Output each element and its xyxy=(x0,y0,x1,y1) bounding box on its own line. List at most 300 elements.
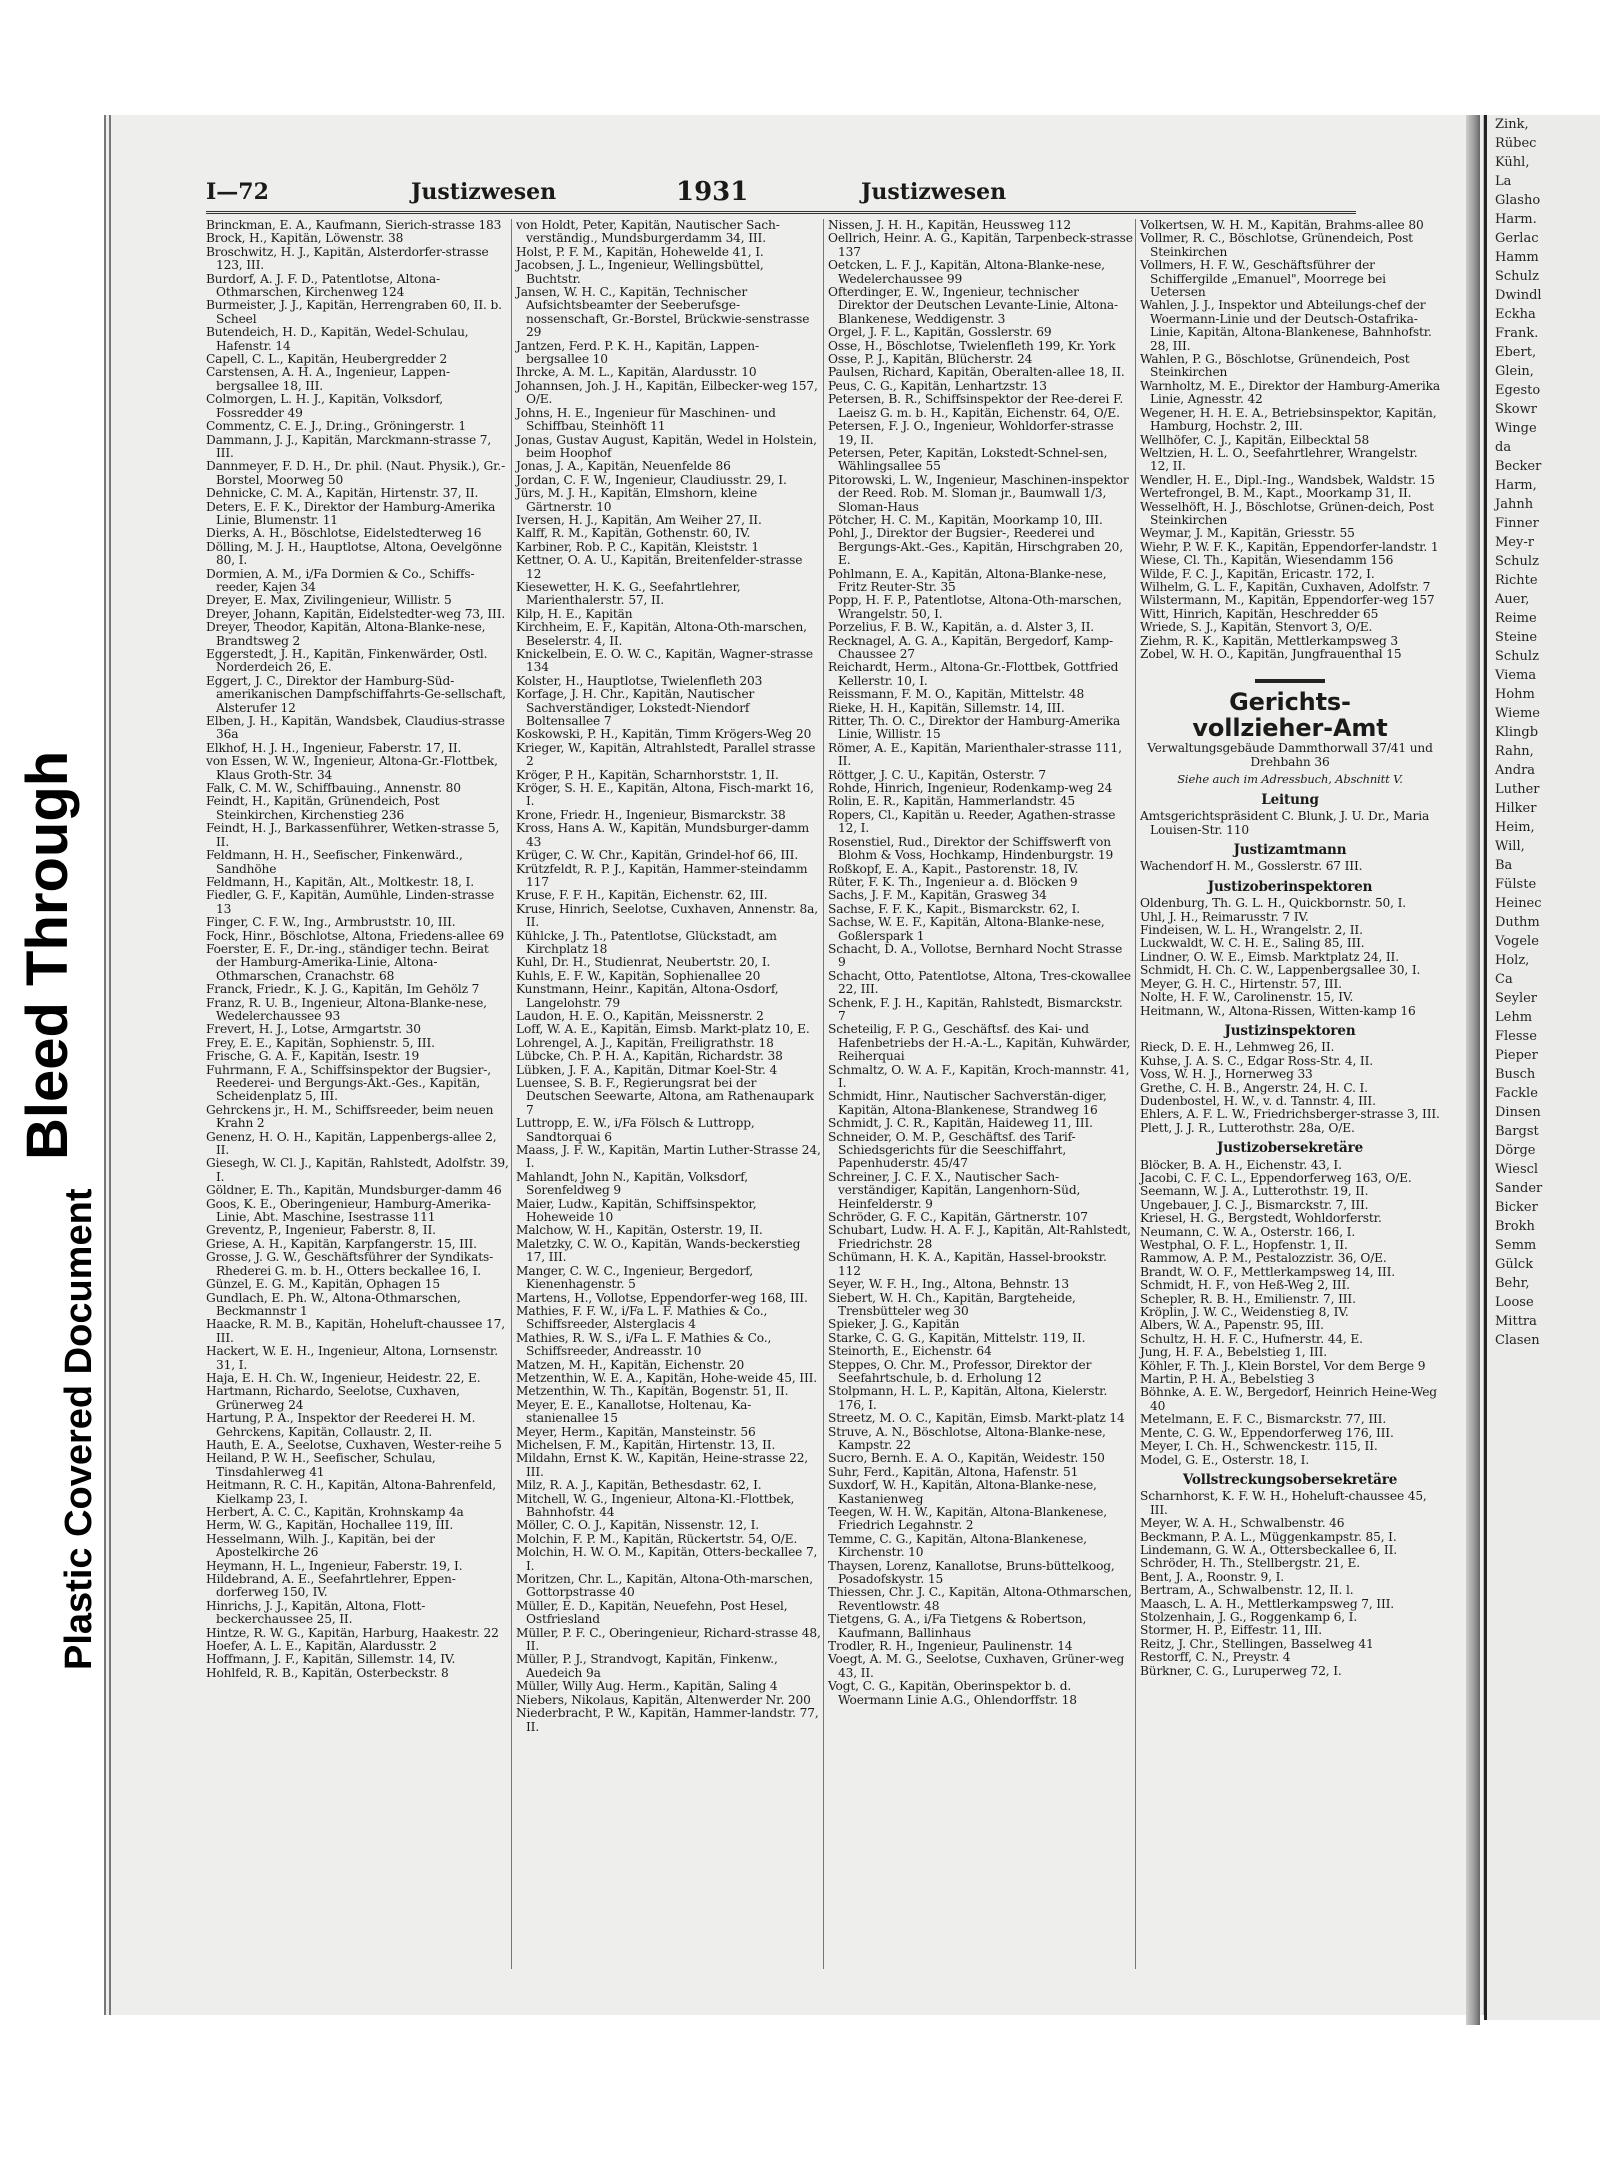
column-1 xyxy=(206,219,511,1969)
directory-entry: Petersen, B. R., Schiffsinspektor der Ree-derei F. Laeisz G. m. b. H., Kapitän, Eichenstr. 64, O/E. xyxy=(828,392,1124,420)
directory-entry: Goos, K. E., Oberingenieur, Hamburg-Amerika-Linie, Abt. Maschine, Isestrasse 111 xyxy=(206,1196,491,1225)
directory-entry: Michelsen, F. M., Kapitän, Hirtenstr. 13, II. xyxy=(516,1437,776,1452)
directory-entry: Amtsgerichtspräsident C. Blunk, J. U. Dr., Maria Louisen-Str. 110 xyxy=(1140,809,1430,837)
directory-entry: Fiedler, G. F., Kapitän, Aumühle, Linden-strasse 13 xyxy=(206,888,495,916)
next-page-line: Kühl, xyxy=(1495,155,1530,170)
directory-entry: Kettner, O. A. U., Kapitän, Breitenfelder-strasse 12 xyxy=(516,553,803,581)
next-page-line: Vogele xyxy=(1495,934,1539,949)
amt-address: Verwaltungsgebäude Dammthorwall 37/41 und Drehbahn 36 xyxy=(1147,741,1433,770)
directory-entry: Heymann, H. L., Ingenieur, Faberstr. 19, I. xyxy=(206,1558,463,1573)
directory-entry: Petersen, Peter, Kapitän, Lokstedt-Schnel-sen, Wählingsallee 55 xyxy=(828,445,1108,474)
column-4-entries xyxy=(1140,219,1440,661)
directory-entry: Volkertsen, W. H. M., Kapitän, Brahms-allee 80 xyxy=(1140,219,1424,232)
directory-entry: Vollmer, R. C., Böschlotse, Grünendeich, Post Steinkirchen xyxy=(1140,231,1413,259)
section-title: Justizobersekretäre xyxy=(1216,1140,1364,1157)
directory-entry: Kuhse, J. A. S. C., Edgar Ross-Str. 4, II. xyxy=(1140,1053,1373,1068)
next-page-line: Busch xyxy=(1495,1067,1536,1082)
next-page-line: Fülste xyxy=(1495,877,1537,892)
next-page-line: Zink, xyxy=(1495,117,1529,132)
directory-entry: Manger, C. W. C., Ingenieur, Bergedorf, Kienenhagenstr. 5 xyxy=(516,1263,753,1292)
next-page-line: da xyxy=(1495,440,1512,455)
directory-entry: Kalff, R. M., Kapitän, Gothenstr. 60, IV. xyxy=(516,526,751,541)
page-edge xyxy=(1466,115,1480,2025)
directory-entry: Heitmann, R. C. H., Kapitän, Altona-Bahrenfeld, Kielkamp 23, I. xyxy=(206,1478,496,1506)
next-page-line: Sander xyxy=(1495,1181,1543,1196)
directory-entry: Wahlen, J. J., Inspektor und Abteilungs-chef der Woermann-Linie und der Deutsch-Ostafrika-Linie, Kapitän, Altona-Blankenese, Bahnhofstr. 28, III. xyxy=(1140,298,1432,353)
directory-entry: Lübken, J. F. A., Kapitän, Ditmar Koel-Str. 4 xyxy=(516,1062,778,1077)
directory-entry: Rieck, D. E. H., Lehmweg 26, II. xyxy=(1140,1040,1335,1055)
directory-entry: Luensee, S. B. F., Regierungsrat bei der Deutschen Seewarte, Altona, am Rathenaupark 7 xyxy=(516,1076,814,1117)
directory-entry: Günzel, E. G. M., Kapitän, Ophagen 15 xyxy=(206,1277,440,1292)
directory-entry: Schreiner, J. C. F. X., Nautischer Sach-verständiger, Kapitän, Langenhorn-Süd, Heinfelderstr. 9 xyxy=(828,1169,1081,1211)
directory-entry: Kuhl, Dr. H., Studienrat, Neubertstr. 20, I. xyxy=(516,955,771,970)
directory-entry: Iversen, H. J., Kapitän, Am Weiher 27, II. xyxy=(516,512,762,527)
directory-entry: Meyer, Herm., Kapitän, Mansteinstr. 56 xyxy=(516,1424,756,1439)
directory-entry: Müller, P. F. C., Oberingenieur, Richard-strasse 48, II. xyxy=(516,1625,821,1654)
next-page-line: Pieper xyxy=(1495,1048,1538,1063)
directory-entry: Witt, Hinrich, Kapitän, Heschredder 65 xyxy=(1140,606,1379,621)
next-page-line: Skowr xyxy=(1495,402,1537,417)
directory-entry: Metzenthin, W. E. A., Kapitän, Hohe-weide 45, III. xyxy=(516,1370,818,1385)
section-title: Leitung xyxy=(1261,791,1319,808)
directory-entry: Franck, Friedr., K. J. G., Kapitän, Im Gehölz 7 xyxy=(206,982,480,997)
next-page-line: La xyxy=(1495,174,1512,189)
directory-entry: Feldmann, H., Kapitän, Alt., Moltkestr. 18, I. xyxy=(206,874,474,889)
directory-entry: Luttropp, E. W., i/Fa Fölsch & Luttropp, Sandtorquai 6 xyxy=(516,1116,755,1144)
directory-entry: Restorff, C. N., Preystr. 4 xyxy=(1140,1650,1291,1665)
directory-entry: Mathies, F. F. W., i/Fa L. F. Mathies & Co., Schiffsreeder, Alsterglacis 4 xyxy=(516,1303,768,1332)
directory-entry: Findeisen, W. L. H., Wrangelstr. 2, II. xyxy=(1140,923,1363,938)
directory-entry: Niederbracht, P. W., Kapitän, Hammer-landstr. 77, II. xyxy=(516,1706,819,1734)
directory-entry: Gehrckens jr., H. M., Schiffsreeder, beim neuen Krahn 2 xyxy=(206,1102,494,1131)
directory-entry: Schacht, D. A., Vollotse, Bernhard Nocht Strasse 9 xyxy=(828,941,1123,970)
directory-entry: Schröder, G. F. C., Kapitän, Gärtnerstr. 107 xyxy=(828,1210,1088,1225)
next-page-line: Behr, xyxy=(1495,1276,1530,1291)
directory-entry: Jordan, C. F. W., Ingenieur, Claudiusstr. 29, I. xyxy=(516,472,787,487)
directory-entry: Wilhelm, G. L. F., Kapitän, Cuxhaven, Adolfstr. 7 xyxy=(1140,579,1431,594)
directory-entry: Knickelbein, E. O. W. C., Kapitän, Wagner-strasse 134 xyxy=(516,647,813,675)
directory-entry: Rüter, F. K. Th., Ingenieur a. d. Blöcken 9 xyxy=(828,874,1078,889)
directory-entry: Kröger, P. H., Kapitän, Scharnhorststr. 1, II. xyxy=(516,767,779,782)
directory-entry: Weltzien, H. L. O., Seefahrtlehrer, Wrangelstr. 12, II. xyxy=(1140,445,1418,474)
directory-entry: Wilde, F. C. J., Kapitän, Ericastr. 172, I. xyxy=(1140,566,1375,581)
directory-entry: Rolin, E. R., Kapitän, Hammerlandstr. 45 xyxy=(828,794,1075,809)
directory-entry: Ehlers, A. F. L. W., Friedrichsberger-strasse 3, III. xyxy=(1140,1107,1440,1122)
directory-entry: Feldmann, H. H., Seefischer, Finkenwärd., Sandhöhe xyxy=(206,848,463,876)
directory-entry: Wahlen, P. G., Böschlotse, Grünendeich, Post Steinkirchen xyxy=(1140,352,1410,380)
directory-entry: Krüger, C. W. Chr., Kapitän, Grindel-hof 66, III. xyxy=(516,848,799,863)
directory-entry: Müller, E. D., Kapitän, Neuefehn, Post Hesel, Ostfriesland xyxy=(516,1598,788,1627)
next-page-line: Becker xyxy=(1495,459,1542,474)
directory-entry: Krone, Friedr. H., Ingenieur, Bismarckstr. 38 xyxy=(516,807,786,822)
directory-entry: Griese, A. H., Kapitän, Karpfangerstr. 15, III. xyxy=(206,1236,477,1251)
gerichtsvollzieher-amt xyxy=(1140,679,1440,786)
directory-entry: Frey, E. E., Kapitän, Sophienstr. 5, III. xyxy=(206,1035,435,1050)
directory-entry: Dölling, M. J. H., Hauptlotse, Altona, Oevelgönne 80, I. xyxy=(206,539,502,568)
directory-entry: Carstensen, A. H. A., Ingenieur, Lappen-bergsallee 18, III. xyxy=(206,365,450,393)
directory-entry: Mildahn, Ernst K. W., Kapitän, Heine-strasse 22, III. xyxy=(516,1451,809,1479)
directory-entry: Lindner, O. W. E., Eimsb. Marktplatz 24, II. xyxy=(1140,949,1399,964)
directory-entry: Milz, R. A. J., Kapitän, Bethesdastr. 62, I. xyxy=(516,1478,762,1493)
directory-entry: Kirchheim, E. F., Kapitän, Altona-Oth-marschen, Beselerstr. 4, II. xyxy=(516,620,807,648)
directory-entry: Vollmers, H. F. W., Geschäftsführer der Schiffergilde „Emanuel", Moorrege bei Uetersen xyxy=(1140,258,1386,300)
directory-entry: Mathies, R. W. S., i/Fa L. F. Mathies & Co., Schiffsreeder, Andreasstr. 10 xyxy=(516,1330,772,1359)
directory-entry: Matzen, M. H., Kapitän, Eichenstr. 20 xyxy=(516,1357,745,1372)
directory-entry: Jantzen, Ferd. P. K. H., Kapitän, Lappen-bergsallee 10 xyxy=(516,338,759,367)
directory-entry: Spieker, J. G., Kapitän xyxy=(828,1317,960,1332)
directory-entry: Jonas, Gustav August, Kapitän, Wedel in Holstein, beim Hoophof xyxy=(516,432,817,460)
next-page-line: Finner xyxy=(1495,516,1539,531)
next-page-line: Frank. xyxy=(1495,326,1539,341)
directory-entry: Rohde, Hinrich, Ingenieur, Rodenkamp-weg 24 xyxy=(828,781,1113,796)
directory-entry: Sachse, W. E. F., Kapitän, Altona-Blanke-nese, Goßlerspark 1 xyxy=(828,915,1105,943)
directory-entry: Lohrengel, A. J., Kapitän, Freiligrathstr. 18 xyxy=(516,1035,774,1050)
directory-entry: Steinorth, E., Eichenstr. 64 xyxy=(828,1344,992,1359)
next-page-line: Brokh xyxy=(1495,1219,1535,1234)
directory-entry: Gundlach, E. Ph. W., Altona-Othmarschen, Beckmannstr 1 xyxy=(206,1290,461,1318)
directory-entry: Commentz, C. E. J., Dr.ing., Gröningerstr. 1 xyxy=(206,419,466,434)
directory-entry: Ungebauer, J. C. J., Bismarckstr. 7, III. xyxy=(1140,1197,1369,1212)
directory-entry: Voss, W. H. J., Hornerweg 33 xyxy=(1140,1067,1313,1082)
directory-entry: Müller, P. J., Strandvogt, Kapitän, Finkenw., Auedeich 9a xyxy=(516,1652,778,1680)
directory-entry: Malchow, W. H., Kapitän, Osterstr. 19, II. xyxy=(516,1223,763,1238)
directory-entry: Streetz, M. O. C., Kapitän, Eimsb. Markt-platz 14 xyxy=(828,1411,1125,1426)
directory-entry: Maasch, L. A. H., Mettlerkampsweg 7, III. xyxy=(1140,1596,1395,1611)
next-page-line: Klingb xyxy=(1495,725,1539,740)
next-page-line: Reime xyxy=(1495,611,1537,626)
directory-entry: Laudon, H. E. O., Kapitän, Meissnerstr. 2 xyxy=(516,1008,764,1023)
directory-entry: Moritzen, Chr. L., Kapitän, Altona-Oth-marschen, Gottorpstrasse 40 xyxy=(516,1572,813,1600)
directory-entry: Petersen, F. J. O., Ingenieur, Wohldorfer-strasse 19, II. xyxy=(828,419,1114,447)
directory-entry: Foerster, E. F., Dr.-ing., ständiger techn. Beirat der Hamburg-Amerika-Linie, Altona-Othmarschen, Cranachstr. 68 xyxy=(206,941,489,983)
next-page-line: Wieme xyxy=(1495,706,1541,721)
amt-title-1: Gerichts- xyxy=(1229,688,1351,717)
columns-container xyxy=(206,219,1456,1969)
next-page-line: Dörge xyxy=(1495,1143,1536,1158)
directory-entry: Wilstermann, M., Kapitän, Eppendorfer-weg 157 xyxy=(1140,593,1435,608)
next-page-fragment xyxy=(1484,115,1600,2020)
directory-entry: Dehnicke, C. M. A., Kapitän, Hirtenstr. 37, II. xyxy=(206,486,479,501)
directory-entry: Pitorowski, L. W., Ingenieur, Maschinen-inspektor der Reed. Rob. M. Sloman jr., Baumwall 1/3, Sloman-Haus xyxy=(828,472,1129,514)
next-page-line: Glasho xyxy=(1495,193,1541,208)
next-page-line: Rahn, xyxy=(1495,744,1534,759)
directory-entry: Reichardt, Herm., Altona-Gr.-Flottbek, Gottfried Kellerstr. 10, I. xyxy=(828,660,1119,688)
directory-entry: Schacht, Otto, Patentlotse, Altona, Tres-ckowallee 22, III. xyxy=(828,968,1131,997)
directory-entry: Meyer, E. E., Kanallotse, Holtenau, Ka-stanienallee 15 xyxy=(516,1397,752,1426)
directory-entry: Schultz, H. H. F. C., Hufnerstr. 44, E. xyxy=(1140,1331,1363,1346)
side-labels xyxy=(0,660,110,1710)
next-page-line: Fackle xyxy=(1495,1086,1538,1101)
directory-entry: Niebers, Nikolaus, Kapitän, Altenwerder Nr. 200 xyxy=(516,1692,811,1707)
directory-entry: Scharnhorst, K. F. W. H., Hoheluft-chaussee 45, III. xyxy=(1140,1489,1427,1517)
next-page-line: Bicker xyxy=(1495,1200,1538,1215)
directory-entry: Dierks, A. H., Böschlotse, Eidelstedterweg 16 xyxy=(206,526,482,541)
directory-entry: Grosse, J. G. W., Geschäftsführer der Syndikats-Rhederei G. m. b. H., Otters beckallee 16, I. xyxy=(206,1250,494,1278)
directory-entry: Neumann, C. W. A., Osterstr. 166, I. xyxy=(1140,1224,1356,1239)
directory-entry: Elben, J. H., Kapitän, Wandsbek, Claudius-strasse 36a xyxy=(206,714,505,742)
next-page-line: Glein, xyxy=(1495,364,1534,379)
directory-entry: Broschwitz, H. J., Kapitän, Alsterdorfer-strasse 123, III. xyxy=(206,244,489,273)
directory-entry: Paulsen, Richard, Kapitän, Oberalten-allee 18, II. xyxy=(828,365,1125,380)
directory-entry: Scheteilig, F. P. G., Geschäftsf. des Kai- und Hafenbetriebs der H.-A.-L., Kapitän, Kuhwärder, Reiherquai xyxy=(828,1022,1131,1064)
directory-entry: Haacke, R. M. B., Kapitän, Hoheluft-chaussee 17, III. xyxy=(206,1317,505,1345)
directory-entry: Zobel, W. H. O., Kapitän, Jungfrauenthal 15 xyxy=(1140,647,1402,661)
directory-entry: Oldenburg, Th. G. L. H., Quickbornstr. 50, I. xyxy=(1140,896,1406,911)
section-title: Justizinspektoren xyxy=(1224,1022,1356,1039)
next-page-line: Ba xyxy=(1495,858,1513,873)
directory-entry: Johns, H. E., Ingenieur für Maschinen- und Schiffbau, Steinhöft 11 xyxy=(516,405,776,434)
directory-entry: Jacobsen, J. L., Ingenieur, Wellingsbüttel, Buchtstr. xyxy=(516,258,764,286)
column-4 xyxy=(1135,219,1440,1969)
directory-entry: Struve, A. N., Böschlotse, Altona-Blanke-nese, Kampstr. 22 xyxy=(828,1424,1106,1452)
directory-entry: Greventz, P., Ingenieur, Faberstr. 8, II. xyxy=(206,1223,436,1238)
directory-entry: Osse, P. J., Kapitän, Blücherstr. 24 xyxy=(828,352,1033,367)
directory-entry: Suxdorf, W. H., Kapitän, Altona-Blanke-nese, Kastanienweg xyxy=(828,1478,1097,1506)
directory-entry: Metelmann, E. F. C., Bismarckstr. 77, III. xyxy=(1140,1412,1387,1427)
directory-entry: Schmidt, H. F., von Heß-Weg 2, III. xyxy=(1140,1278,1350,1293)
section-title: Vollstreckungsobersekretäre xyxy=(1182,1471,1398,1488)
directory-entry: Maletzky, C. W. O., Kapitän, Wands-beckerstieg 17, III. xyxy=(516,1236,801,1265)
directory-entry: Müller, Willy Aug. Herm., Kapitän, Saling 4 xyxy=(516,1679,778,1694)
directory-entry: Bertram, A., Schwalbenstr. 12, II. l. xyxy=(1140,1583,1354,1598)
directory-entry: Warnholtz, M. E., Direktor der Hamburg-Amerika Linie, Agnesstr. 42 xyxy=(1140,378,1440,407)
directory-entry: Wiese, Cl. Th., Kapitän, Wiesendamm 156 xyxy=(1140,553,1394,568)
directory-entry: Krieger, W., Kapitän, Altrahlstedt, Parallel strasse 2 xyxy=(516,740,816,769)
directory-entry: Haja, E. H. Ch. W., Ingenieur, Heidestr. 22, E. xyxy=(206,1370,481,1385)
directory-entry: Siebert, W. H. Ch., Kapitän, Bargteheide, Trensbütteler weg 30 xyxy=(828,1290,1076,1318)
directory-entry: Temme, C. G., Kapitän, Altona-Blankenese, Kirchenstr. 10 xyxy=(828,1531,1087,1560)
directory-entry: Hinrichs, J. J., Kapitän, Altona, Flott-beckerchaussee 25, II. xyxy=(206,1598,426,1627)
directory-entry: Wertefrongel, B. M., Kapt., Moorkamp 31, II. xyxy=(1140,486,1412,501)
directory-entry: Fuhrmann, F. A., Schiffsinspektor der Bugsier-, Reederei- und Bergungs-Akt.-Ges., Kapitän, Scheidenplatz 5, III. xyxy=(206,1062,491,1104)
amt-see-also: Siehe auch im Adressbuch, Abschnitt V. xyxy=(1177,772,1403,787)
directory-entry: Schubart, Ludw. H. A. F. J., Kapitän, Alt-Rahlstedt, Friedrichstr. 28 xyxy=(828,1223,1131,1251)
directory-entry: Hartmann, Richardo, Seelotse, Cuxhaven, Grünerweg 24 xyxy=(206,1384,460,1412)
column-3 xyxy=(823,219,1133,1969)
directory-entry: Dormien, A. M., i/Fa Dormien & Co., Schiffs-reeder, Kajen 34 xyxy=(206,566,475,594)
directory-entry: Meyer, I. Ch. H., Schwenckestr. 115, II. xyxy=(1140,1439,1378,1454)
directory-entry: Voegt, A. M. G., Seelotse, Cuxhaven, Grüner-weg 43, II. xyxy=(828,1652,1125,1680)
directory-entry: Kross, Hans A. W., Kapitän, Mundsburger-damm 43 xyxy=(516,821,810,849)
directory-entry: Fock, Hinr., Böschlotse, Altona, Friedens-allee 69 xyxy=(206,928,504,943)
directory-entry: Rosenstiel, Rud., Direktor der Schiffswerft von Blohm & Voss, Hochkamp, Hindenburgstr. 19 xyxy=(828,834,1114,863)
next-page-line: Hilker xyxy=(1495,801,1537,816)
next-page-line: Seyler xyxy=(1495,991,1538,1006)
directory-entry: Orgel, J. F. L., Kapitän, Gosslerstr. 69 xyxy=(828,325,1052,340)
directory-entry: Hoffmann, J. F., Kapitän, Sillemstr. 14, IV. xyxy=(206,1652,456,1667)
next-page-line: Bargst xyxy=(1495,1124,1539,1139)
next-page-line: Winge xyxy=(1495,421,1537,436)
directory-entry: Maier, Ludw., Kapitän, Schiffsinspektor, Hoheweide 10 xyxy=(516,1196,757,1225)
directory-entry: Wiehr, P. W. F. K., Kapitän, Eppendorfer-landstr. 1 xyxy=(1140,539,1439,554)
directory-entry: Beckmann, P. A. L., Müggenkampstr. 85, I. xyxy=(1140,1529,1397,1544)
directory-entry: Uhl, J. H., Reimarusstr. 7 IV. xyxy=(1140,909,1309,924)
directory-entry: Frevert, H. J., Lotse, Armgartstr. 30 xyxy=(206,1022,421,1037)
directory-entry: Göldner, E. Th., Kapitän, Mundsburger-damm 46 xyxy=(206,1183,502,1198)
directory-entry: Teegen, W. H. W., Kapitän, Altona-Blankenese, Friedrich Legahnstr. 2 xyxy=(828,1505,1107,1533)
directory-entry: Butendeich, H. D., Kapitän, Wedel-Schulau, Hafenstr. 14 xyxy=(206,325,469,353)
directory-entry: Römer, A. E., Kapitän, Marienthaler-strasse 111, II. xyxy=(828,740,1122,769)
directory-entry: Kruse, F. F. H., Kapitän, Eichenstr. 62, III. xyxy=(516,888,768,903)
directory-entry: Dreyer, Johann, Kapitän, Eidelstedter-weg 73, III. xyxy=(206,606,506,621)
directory-entry: Koskowski, P. H., Kapitän, Timm Krögers-Weg 20 xyxy=(516,727,812,742)
bleed-through-label: Bleed Through xyxy=(15,750,80,1160)
next-page-line: Harm, xyxy=(1495,478,1537,493)
directory-entry: Schmidt, Hinr., Nautischer Sachverstän-diger, Kapitän, Altona-Blankenese, Strandweg 16 xyxy=(828,1089,1107,1117)
directory-entry: Bürkner, C. G., Luruperweg 72, I. xyxy=(1140,1663,1342,1678)
directory-entry: Roßkopf, E. A., Kapit., Pastorenstr. 18, IV. xyxy=(828,861,1079,876)
directory-entry: Ihrcke, A. M. L., Kapitän, Alardusstr. 10 xyxy=(516,365,757,380)
directory-entry: Krützfeldt, R. P. J., Kapitän, Hammer-steindamm 117 xyxy=(516,861,808,889)
directory-entry: Schmaltz, O. W. A. F., Kapitän, Kroch-mannstr. 41, I. xyxy=(828,1062,1130,1090)
directory-entry: Metzenthin, W. Th., Kapitän, Bogenstr. 51, II. xyxy=(516,1384,789,1399)
directory-entry: Capell, C. L., Kapitän, Heubergredder 2 xyxy=(206,352,448,367)
directory-entry: Thiessen, Chr. J. C., Kapitän, Altona-Othmarschen, Reventlowstr. 48 xyxy=(828,1585,1132,1613)
directory-entry: Jürs, M. J. H., Kapitän, Elmshorn, kleine Gärtnerstr. 10 xyxy=(516,486,758,514)
directory-entry: Kruse, Hinrich, Seelotse, Cuxhaven, Annenstr. 8a, II. xyxy=(516,901,818,930)
next-page-line: Eckha xyxy=(1495,307,1536,322)
directory-entry: Brinckman, E. A., Kaufmann, Sierich-strasse 183 xyxy=(206,219,502,232)
next-page-line: Dinsen xyxy=(1495,1105,1541,1120)
next-page-line: Semm xyxy=(1495,1238,1537,1253)
directory-entry: Ziehm, R. K., Kapitän, Mettlerkampsweg 3 xyxy=(1140,633,1398,648)
directory-entry: Feindt, H., Kapitän, Grünendeich, Post Steinkirchen, Kirchenstieg 236 xyxy=(206,794,440,822)
next-page-line: Heinec xyxy=(1495,896,1542,911)
directory-entry: Jonas, J. A., Kapitän, Neuenfelde 86 xyxy=(516,459,731,474)
directory-entry: Weymar, J. M., Kapitän, Griesstr. 55 xyxy=(1140,526,1355,541)
section-title: Justizamtmann xyxy=(1233,842,1347,859)
directory-entry: Osse, H., Böschlotse, Twielenfleth 199, Kr. York xyxy=(828,338,1116,353)
header-year: 1931 xyxy=(676,177,749,207)
directory-entry: Elkhof, H. J. H., Ingenieur, Faberstr. 17, II. xyxy=(206,740,462,755)
next-page-line: Holz, xyxy=(1495,953,1530,968)
page-number: I—72 xyxy=(206,179,269,205)
directory-entry: Pohlmann, E. A., Kapitän, Altona-Blanke-nese, Fritz Reuter-Str. 35 xyxy=(828,566,1107,594)
directory-entry: Deters, E. F. K., Direktor der Hamburg-Amerika Linie, Blumenstr. 11 xyxy=(206,499,496,527)
directory-entry: Vogt, C. G., Kapitän, Oberinspektor b. d. Woermann Linie A.G., Ohlendorffstr. 18 xyxy=(828,1679,1077,1707)
directory-entry: Schröder, H. Th., Stellbergstr. 21, E. xyxy=(1140,1556,1361,1571)
next-page-line: Ebert, xyxy=(1495,345,1537,360)
directory-entry: Hintze, R. W. G., Kapitän, Harburg, Haakestr. 22 xyxy=(206,1625,499,1640)
directory-entry: Loff, W. A. E., Kapitän, Eimsb. Markt-platz 10, E. xyxy=(516,1022,810,1037)
directory-entry: Blöcker, B. A. H., Eichenstr. 43, I. xyxy=(1140,1157,1342,1172)
directory-entry: Dreyer, Theodor, Kapitän, Altona-Blanke-nese, Brandtsweg 2 xyxy=(206,620,486,648)
next-page-line: Schulz xyxy=(1495,649,1539,664)
directory-entry: Tietgens, G. A., i/Fa Tietgens & Robertson, Kaufmann, Ballinhaus xyxy=(828,1612,1087,1640)
directory-entry: Popp, H. F. P., Patentlotse, Altona-Oth-marschen, Wrangelstr. 50, I. xyxy=(828,593,1122,621)
directory-entry: Dammann, J. J., Kapitän, Marckmann-strasse 7, III. xyxy=(206,432,492,460)
directory-entry: Seyer, W. F. H., Ing., Altona, Behnstr. 13 xyxy=(828,1277,1069,1292)
directory-entry: Rieke, H. H., Kapitän, Sillemstr. 14, III. xyxy=(828,700,1065,715)
directory-entry: Genenz, H. O. H., Kapitän, Lappenbergs-allee 2, II. xyxy=(206,1129,497,1158)
directory-entry: Oetcken, L. F. J., Kapitän, Altona-Blanke-nese, Wedelerchaussee 99 xyxy=(828,258,1105,286)
directory-entry: Peus, C. G., Kapitän, Lenhartzstr. 13 xyxy=(828,378,1047,393)
directory-entry: Mitchell, W. G., Ingenieur, Altona-Kl.-Flottbek, Bahnhofstr. 44 xyxy=(516,1491,795,1519)
next-page-line: Gerlac xyxy=(1495,231,1539,246)
directory-entry: Jacobi, C. F. C. L., Eppendorferweg 163, O/E. xyxy=(1140,1170,1412,1185)
directory-entry: Starke, C. G. G., Kapitän, Mittelstr. 119, II. xyxy=(828,1330,1086,1345)
directory-entry: Wellhöfer, C. J., Kapitän, Eilbecktal 58 xyxy=(1140,432,1370,447)
directory-entry: Wegener, H. H. E. A., Betriebsinspektor, Kapitän, Hamburg, Hochstr. 2, III. xyxy=(1140,405,1437,434)
directory-entry: Möller, C. O. J., Kapitän, Nissenstr. 12, I. xyxy=(516,1518,759,1533)
directory-entry: Schmidt, J. C. R., Kapitän, Haideweg 11, III. xyxy=(828,1116,1093,1131)
directory-entry: Brock, H., Kapitän, Löwenstr. 38 xyxy=(206,231,404,246)
next-page-line: Hohm xyxy=(1495,687,1535,702)
directory-entry: Hoefer, A. L. E., Kapitän, Alardusstr. 2 xyxy=(206,1639,437,1654)
separator-rule xyxy=(1255,679,1325,683)
directory-entry: Karbiner, Rob. P. C., Kapitän, Kleiststr. 1 xyxy=(516,539,760,554)
directory-entry: Kühlcke, J. Th., Patentlotse, Glückstadt, am Kirchplatz 18 xyxy=(516,928,777,956)
directory-entry: Colmorgen, L. H. J., Kapitän, Volksdorf, Fossredder 49 xyxy=(206,392,443,420)
next-page-line: Will, xyxy=(1495,839,1525,854)
directory-entry: Hildebrand, A. E., Seefahrtlehrer, Eppen-dorferweg 150, IV. xyxy=(206,1572,456,1600)
directory-entry: Dudenbostel, H. W., v. d. Tannstr. 4, III. xyxy=(1140,1093,1376,1108)
directory-entry: Wesselhöft, H. J., Böschlotse, Grünen-deich, Post Steinkirchen xyxy=(1140,499,1434,527)
directory-entry: Schepler, R. B. H., Emilienstr. 7, III. xyxy=(1140,1291,1356,1306)
directory-entry: Herbert, A. C. C., Kapitän, Krohnskamp 4a xyxy=(206,1505,464,1519)
directory-entry: Stolpmann, H. L. P., Kapitän, Altona, Kielerstr. 176, I. xyxy=(828,1384,1108,1412)
directory-entry: Brandt, W. O. F., Mettlerkampsweg 14, III. xyxy=(1140,1264,1395,1279)
next-page-line: Lehm xyxy=(1495,1010,1533,1025)
directory-entry: Meyer, W. A. H., Schwalbenstr. 46 xyxy=(1140,1516,1345,1531)
directory-entry: Dreyer, E. Max, Zivilingenieur, Willistr. 5 xyxy=(206,593,452,608)
directory-entry: Burmeister, J. J., Kapitän, Herrengraben 60, II. b. Scheel xyxy=(206,298,502,326)
directory-entry: Luckwaldt, W. C. H. E., Saling 85, III. xyxy=(1140,936,1365,951)
directory-entry: Pötcher, H. C. M., Kapitän, Moorkamp 10, III. xyxy=(828,512,1103,527)
next-page-line: Loose xyxy=(1495,1295,1534,1310)
directory-entry: von Essen, W. W., Ingenieur, Altona-Gr.-Flottbek, Klaus Groth-Str. 34 xyxy=(206,754,498,782)
directory-entry: Model, G. E., Osterstr. 18, I. xyxy=(1140,1452,1310,1467)
directory-entry: Westphal, O. F. L., Hopfenstr. 1, II. xyxy=(1140,1238,1348,1252)
directory-entry: Sachse, F. F. K., Kapit., Bismarckstr. 62, I. xyxy=(828,901,1080,916)
directory-entry: Reitz, J. Chr., Stellingen, Basselweg 41 xyxy=(1140,1636,1374,1651)
directory-entry: Kilp, H. E., Kapitän xyxy=(516,606,633,621)
directory-entry: Böhnke, A. E. W., Bergedorf, Heinrich Heine-Weg 40 xyxy=(1140,1385,1437,1413)
directory-entry: Jansen, W. H. C., Kapitän, Technischer Aufsichtsbeamter der Seeberufsge-nossenschaft, Gr.-Borstel, Brückwie-senstrasse 29 xyxy=(516,285,810,340)
header-left-title: Justizwesen xyxy=(411,179,557,205)
directory-entry: Albers, W. A., Papenstr. 95, III. xyxy=(1140,1318,1324,1333)
next-page-line: Rübec xyxy=(1495,136,1537,151)
next-page-line: Mey-r xyxy=(1495,535,1534,550)
directory-entry: Sucro, Bernh. E. A. O., Kapitän, Weidestr. 150 xyxy=(828,1451,1105,1466)
next-page-line: Flesse xyxy=(1495,1029,1537,1044)
directory-entry: Heiland, P. W. H., Seefischer, Schulau, Tinsdahlerweg 41 xyxy=(206,1451,436,1479)
directory-entry: Seemann, W. J. A., Lutterothstr. 19, II. xyxy=(1140,1184,1369,1199)
directory-entry: Hackert, W. E. H., Ingenieur, Altona, Lornsenstr. 31, I. xyxy=(206,1344,498,1372)
directory-entry: Franz, R. U. B., Ingenieur, Altona-Blanke-nese, Wedelerchaussee 93 xyxy=(206,995,487,1023)
next-page-line: Ca xyxy=(1495,972,1513,987)
directory-entry: Kiesewetter, H. K. G., Seefahrtlehrer, Marienthalerstr. 57, II. xyxy=(516,579,741,608)
directory-entry: Röttger, J. C. U., Kapitän, Osterstr. 7 xyxy=(828,767,1046,782)
next-page-line: Schulz xyxy=(1495,269,1539,284)
directory-entry: Jung, H. F. A., Bebelstieg 1, III. xyxy=(1140,1345,1327,1360)
next-page-line: Wiescl xyxy=(1495,1162,1539,1177)
directory-entry: Heitmann, W., Altona-Rissen, Witten-kamp 16 xyxy=(1140,1003,1416,1018)
directory-entry: Wachendorf H. M., Gosslerstr. 67 III. xyxy=(1140,859,1363,874)
directory-entry: Grethe, C. H. B., Angerstr. 24, H. C. I. xyxy=(1140,1080,1368,1095)
directory-entry: Kröplin, J. W. C., Weidenstieg 8, IV. xyxy=(1140,1305,1349,1320)
directory-entry: Recknagel, A. G. A., Kapitän, Bergedorf, Kamp-Chaussee 27 xyxy=(828,633,1113,661)
next-page-line: Dwindl xyxy=(1495,288,1542,303)
column-2 xyxy=(511,219,821,1969)
directory-entry: Köhler, F. Th. J., Klein Borstel, Vor dem Berge 9 xyxy=(1140,1358,1426,1373)
directory-entry: Sachs, J. F. M., Kapitän, Grasweg 34 xyxy=(828,888,1047,903)
next-page-line: Auer, xyxy=(1495,592,1530,607)
plastic-covered-label: Plastic Covered Document xyxy=(58,1188,100,1670)
directory-entry: Kriesel, H. G., Bergstedt, Wohldorferstr. xyxy=(1140,1211,1382,1226)
directory-entry: Oellrich, Heinr. A. G., Kapitän, Tarpenbeck-strasse 137 xyxy=(828,231,1133,259)
directory-entry: Steppes, O. Chr. M., Professor, Direktor der Seefahrtschule, b. d. Erholung 12 xyxy=(828,1357,1092,1385)
